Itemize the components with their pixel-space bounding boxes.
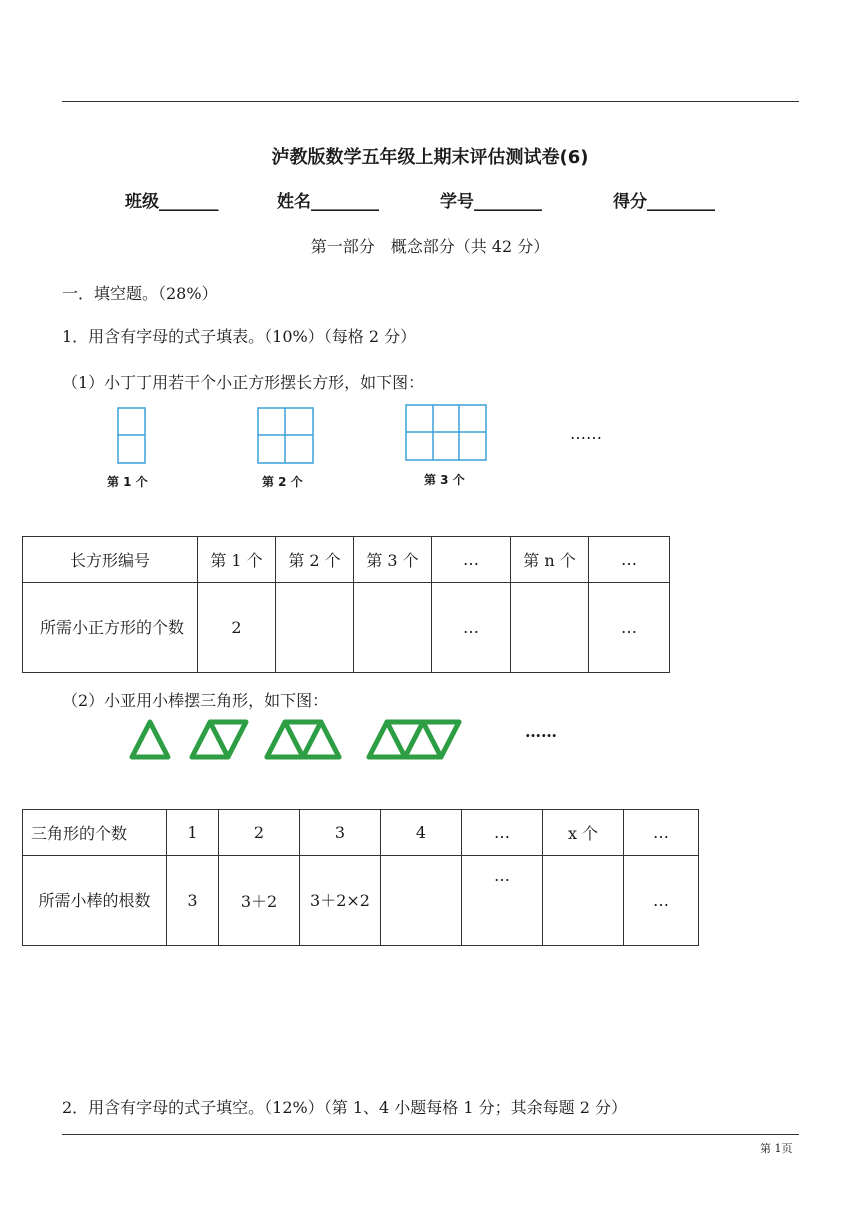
table-cell: 1: [167, 810, 219, 856]
table-cell: 第 n 个: [511, 537, 589, 583]
question-1-part-1: （1）小丁丁用若干个小正方形摆长方形，如下图：: [62, 373, 425, 392]
triangle-table: [22, 809, 699, 946]
table-cell: 第 2 个: [276, 537, 354, 583]
table-cell: [511, 583, 589, 673]
figure-caption-1: 第 1 个: [107, 475, 148, 489]
table-cell: …: [624, 856, 699, 946]
part-heading: 第一部分 概念部分（共 42 分）: [310, 237, 550, 256]
header-rule: [62, 101, 799, 102]
figure-ellipsis: ……: [570, 424, 602, 443]
table-cell: …: [589, 537, 670, 583]
student-id-field: 学号________: [440, 192, 542, 212]
triangles-4: [369, 722, 459, 757]
triangles-1: [132, 722, 168, 757]
table-row-label: 所需小正方形的个数: [39, 617, 184, 637]
table-cell: x 个: [543, 810, 624, 856]
table-cell: 三角形的个数: [23, 810, 167, 856]
triangle-figure: [120, 712, 480, 767]
footer-rule: [62, 1134, 799, 1135]
table-cell: 第 1 个: [198, 537, 276, 583]
table-cell: [23, 583, 198, 673]
table-cell: 2: [198, 583, 276, 673]
table-cell: [543, 856, 624, 946]
table-row-label: 所需小棒的根数: [38, 891, 151, 910]
figure-ellipsis: ……: [525, 722, 557, 741]
table-cell: 3: [300, 810, 381, 856]
table-cell-value: 3＋2×2: [310, 891, 370, 910]
table-cell: …: [462, 810, 543, 856]
page-number: 第 1页: [760, 1142, 793, 1155]
table-cell: [300, 856, 381, 946]
table-cell: [354, 583, 432, 673]
table-cell: 长方形编号: [23, 537, 198, 583]
triangles-3: [267, 722, 339, 757]
table-cell: 3: [167, 856, 219, 946]
table-cell: 2: [219, 810, 300, 856]
table-cell: [276, 583, 354, 673]
class-field: 班级_______: [125, 192, 219, 212]
figure-caption-3: 第 3 个: [424, 473, 465, 487]
table-cell: 第 3 个: [354, 537, 432, 583]
triangles-2: [192, 722, 246, 757]
table-cell: …: [462, 856, 543, 946]
table-cell: …: [432, 537, 511, 583]
question-2: 2．用含有字母的式子填空。（12%）（第 1、4 小题每格 1 分；其余每题 2 分）: [62, 1098, 627, 1117]
table-cell: 4: [381, 810, 462, 856]
score-field: 得分________: [613, 192, 715, 212]
question-1-part-2: （2）小亚用小棒摆三角形，如下图：: [62, 691, 329, 710]
figure-caption-2: 第 2 个: [262, 475, 303, 489]
table-cell: …: [589, 583, 670, 673]
table-cell: [23, 856, 167, 946]
rectangle-table: [22, 536, 670, 673]
question-1: 1．用含有字母的式子填表。（10%）（每格 2 分）: [62, 327, 417, 346]
table-cell: …: [432, 583, 511, 673]
table-cell: …: [624, 810, 699, 856]
section-heading: 一．填空题。（28%）: [62, 284, 218, 303]
table-cell: [381, 856, 462, 946]
name-field: 姓名________: [277, 192, 379, 212]
page-title: 泸教版数学五年级上期末评估测试卷(6): [271, 147, 589, 168]
table-cell: 3＋2: [219, 856, 300, 946]
rectangle-figure: [100, 400, 520, 470]
